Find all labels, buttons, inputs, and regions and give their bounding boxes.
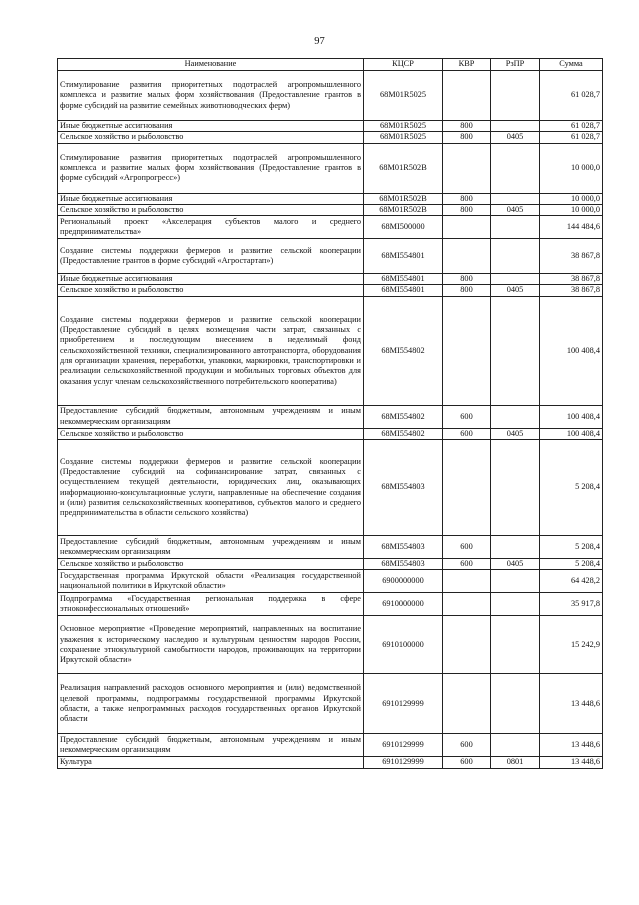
cell-kvr: 800 <box>443 132 491 143</box>
cell-sum: 13 448,6 <box>540 674 603 734</box>
cell-name: Стимулирование развития приоритетных подотраслей агропромышленного комплекса и развитие малых форм хозяйствования (Предоставление грантов в форме субсидий «Агропрогресс») <box>58 143 364 193</box>
cell-kcsr: 68MI554802 <box>364 405 443 428</box>
cell-rzpr <box>491 143 540 193</box>
table-row <box>58 536 603 559</box>
table-row <box>58 239 603 274</box>
cell-kvr: 800 <box>443 285 491 296</box>
cell-kcsr: 68MI554801 <box>364 239 443 274</box>
table-row <box>58 593 603 616</box>
cell-rzpr <box>491 593 540 616</box>
cell-kvr: 800 <box>443 193 491 204</box>
cell-rzpr: 0405 <box>491 285 540 296</box>
cell-name: Государственная программа Иркутской области «Реализация государственной национальной политики в Иркутской области» <box>58 570 364 593</box>
table-row <box>58 428 603 439</box>
cell-name: Иные бюджетные ассигнования <box>58 193 364 204</box>
table-row <box>58 405 603 428</box>
column-header-name: Наименование <box>58 59 364 71</box>
cell-name: Предоставление субсидий бюджетным, автономным учреждениям и иным некоммерческим организациям <box>58 734 364 757</box>
cell-kvr <box>443 296 491 405</box>
cell-kvr <box>443 216 491 239</box>
cell-kvr <box>443 616 491 674</box>
cell-sum: 15 242,9 <box>540 616 603 674</box>
cell-sum: 10 000,0 <box>540 143 603 193</box>
cell-kvr <box>443 440 491 536</box>
cell-kvr: 600 <box>443 405 491 428</box>
table-row <box>58 616 603 674</box>
cell-name: Сельское хозяйство и рыболовство <box>58 559 364 570</box>
cell-name: Культура <box>58 757 364 768</box>
cell-kvr: 800 <box>443 274 491 285</box>
cell-kcsr: 68MI554802 <box>364 296 443 405</box>
cell-kcsr: 68M01R502B <box>364 204 443 215</box>
cell-sum: 5 208,4 <box>540 536 603 559</box>
table-row <box>58 216 603 239</box>
cell-rzpr <box>491 734 540 757</box>
cell-rzpr <box>491 193 540 204</box>
cell-sum: 144 484,6 <box>540 216 603 239</box>
cell-sum: 10 000,0 <box>540 204 603 215</box>
cell-sum: 100 408,4 <box>540 296 603 405</box>
cell-kcsr: 6900000000 <box>364 570 443 593</box>
cell-rzpr: 0405 <box>491 132 540 143</box>
cell-name: Сельское хозяйство и рыболовство <box>58 204 364 215</box>
cell-kcsr: 68MI554801 <box>364 285 443 296</box>
cell-name: Предоставление субсидий бюджетным, автономным учреждениям и иным некоммерческим организациям <box>58 536 364 559</box>
table-row <box>58 121 603 132</box>
cell-rzpr: 0801 <box>491 757 540 768</box>
cell-kvr <box>443 143 491 193</box>
cell-name: Создание системы поддержки фермеров и развитие сельской кооперации (Предоставление субсидий в целях возмещения части затрат, связанных с приобретением и последующим внесением в неделимый фонд сельскохозяйственной техники, специализированного автотранспорта, оборудования для организации хранения, переработки, упаковки, маркировки, транспортировки и реализации сельскохозяйственной продукции и мобильных торговых объектов для оказания услуг членам сельскохозяйственного потребительского кооператива) <box>58 296 364 405</box>
cell-rzpr <box>491 440 540 536</box>
cell-kcsr: 68M01R5025 <box>364 132 443 143</box>
cell-kcsr: 6910129999 <box>364 734 443 757</box>
cell-sum: 13 448,6 <box>540 734 603 757</box>
cell-kcsr: 68MI554803 <box>364 536 443 559</box>
table-row <box>58 734 603 757</box>
table-row <box>58 285 603 296</box>
cell-sum: 5 208,4 <box>540 440 603 536</box>
cell-name: Стимулирование развития приоритетных подотраслей агропромышленного комплекса и развитие малых форм хозяйствования (Предоставление грантов в форме субсидий на развитие семейных животноводческих ферм) <box>58 71 364 121</box>
budget-table <box>57 58 603 769</box>
table-row <box>58 143 603 193</box>
table-header-row <box>58 59 603 71</box>
cell-name: Создание системы поддержки фермеров и развитие сельской кооперации (Предоставление грантов в форме субсидий «Агростартап») <box>58 239 364 274</box>
cell-sum: 64 428,2 <box>540 570 603 593</box>
cell-name: Создание системы поддержки фермеров и развитие сельской кооперации (Предоставление субсидий на софинансирование затрат, связанных с осуществлением текущей деятельности, юридических лиц, оказывающих информационно-консультационные услуги, направленные на обеспечение создания и (или) развития сельскохозяйственных кооперативов, субъектов малого и среднего предпринимательства в области сельского хозяйства) <box>58 440 364 536</box>
cell-rzpr <box>491 216 540 239</box>
cell-sum: 100 408,4 <box>540 428 603 439</box>
cell-rzpr: 0405 <box>491 559 540 570</box>
cell-kvr: 600 <box>443 536 491 559</box>
cell-kvr <box>443 593 491 616</box>
column-header-kvr: КВР <box>443 59 491 71</box>
column-header-sum: Сумма <box>540 59 603 71</box>
cell-sum: 10 000,0 <box>540 193 603 204</box>
cell-sum: 38 867,8 <box>540 285 603 296</box>
page-number: 97 <box>314 36 325 47</box>
cell-kvr: 800 <box>443 121 491 132</box>
cell-rzpr <box>491 239 540 274</box>
cell-name: Предоставление субсидий бюджетным, автономным учреждениям и иным некоммерческим организациям <box>58 405 364 428</box>
table-row <box>58 440 603 536</box>
cell-rzpr <box>491 274 540 285</box>
cell-sum: 13 448,6 <box>540 757 603 768</box>
cell-name: Региональный проект «Акселерация субъектов малого и среднего предпринимательства» <box>58 216 364 239</box>
table-row <box>58 71 603 121</box>
cell-sum: 38 867,8 <box>540 274 603 285</box>
cell-kcsr: 6910000000 <box>364 593 443 616</box>
cell-rzpr <box>491 296 540 405</box>
cell-rzpr <box>491 536 540 559</box>
cell-kvr: 600 <box>443 734 491 757</box>
cell-kvr <box>443 570 491 593</box>
cell-name: Основное мероприятие «Проведение мероприятий, направленных на воспитание уважения к историческому наследию и культурным ценностям народов России, сохранение этнокультурной самобытности народов, проживающих на территории Иркутской области» <box>58 616 364 674</box>
cell-sum: 5 208,4 <box>540 559 603 570</box>
cell-sum: 38 867,8 <box>540 239 603 274</box>
table-row <box>58 132 603 143</box>
cell-kvr <box>443 239 491 274</box>
cell-name: Сельское хозяйство и рыболовство <box>58 428 364 439</box>
cell-rzpr: 0405 <box>491 204 540 215</box>
table-row <box>58 204 603 215</box>
cell-sum: 61 028,7 <box>540 71 603 121</box>
column-header-rzpr: РзПР <box>491 59 540 71</box>
table-row <box>58 757 603 768</box>
table-row <box>58 296 603 405</box>
cell-rzpr: 0405 <box>491 428 540 439</box>
cell-name: Подпрограмма «Государственная региональная поддержка в сфере этноконфессиональных отношений» <box>58 593 364 616</box>
cell-rzpr <box>491 405 540 428</box>
cell-kcsr: 68M01R502B <box>364 143 443 193</box>
cell-rzpr <box>491 570 540 593</box>
table-row <box>58 570 603 593</box>
cell-rzpr <box>491 674 540 734</box>
cell-kcsr: 68MI554802 <box>364 428 443 439</box>
cell-name: Реализация направлений расходов основного мероприятия и (или) ведомственной целевой программы, подпрограммы государственной программы Иркутской области, а также непрограммных расходов государственных органов Иркутской области <box>58 674 364 734</box>
cell-rzpr <box>491 616 540 674</box>
cell-kcsr: 68M01R5025 <box>364 71 443 121</box>
cell-sum: 61 028,7 <box>540 121 603 132</box>
cell-name: Сельское хозяйство и рыболовство <box>58 132 364 143</box>
table-row <box>58 559 603 570</box>
cell-kvr: 600 <box>443 757 491 768</box>
cell-rzpr <box>491 71 540 121</box>
cell-kvr <box>443 71 491 121</box>
cell-name: Сельское хозяйство и рыболовство <box>58 285 364 296</box>
cell-kcsr: 6910129999 <box>364 757 443 768</box>
cell-sum: 35 917,8 <box>540 593 603 616</box>
table-row <box>58 674 603 734</box>
table-row <box>58 274 603 285</box>
cell-kcsr: 68MI554801 <box>364 274 443 285</box>
column-header-kcsr: КЦСР <box>364 59 443 71</box>
cell-kcsr: 6910100000 <box>364 616 443 674</box>
cell-kvr <box>443 674 491 734</box>
cell-kcsr: 68MI500000 <box>364 216 443 239</box>
cell-kcsr: 68M01R502B <box>364 193 443 204</box>
cell-kvr: 800 <box>443 204 491 215</box>
cell-kcsr: 68M01R5025 <box>364 121 443 132</box>
cell-name: Иные бюджетные ассигнования <box>58 274 364 285</box>
cell-name: Иные бюджетные ассигнования <box>58 121 364 132</box>
cell-sum: 61 028,7 <box>540 132 603 143</box>
cell-sum: 100 408,4 <box>540 405 603 428</box>
cell-kcsr: 68MI554803 <box>364 559 443 570</box>
cell-kcsr: 68MI554803 <box>364 440 443 536</box>
cell-kvr: 600 <box>443 559 491 570</box>
table-row <box>58 193 603 204</box>
cell-kvr: 600 <box>443 428 491 439</box>
cell-rzpr <box>491 121 540 132</box>
cell-kcsr: 6910129999 <box>364 674 443 734</box>
